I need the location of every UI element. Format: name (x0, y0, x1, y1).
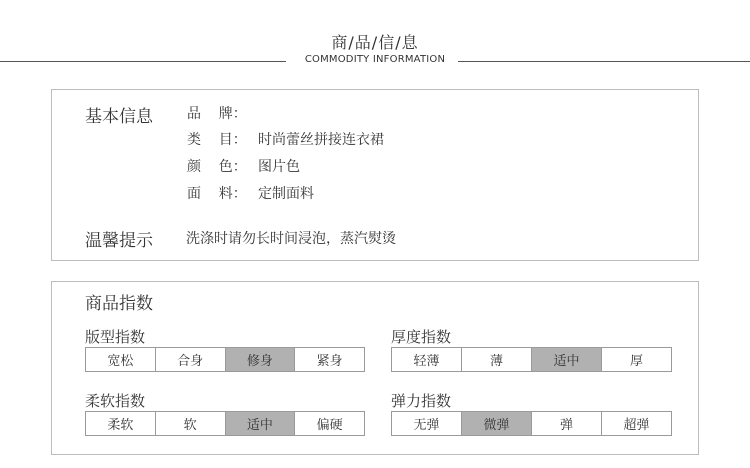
elasticity-option-stretch: 弹 (531, 412, 601, 435)
fit-option-slim: 修身 (225, 348, 295, 371)
basic-info-heading: 基本信息 (85, 107, 153, 127)
info-value-fabric: 定制面料 (258, 186, 314, 202)
elasticity-index-label: 弹力指数 (391, 392, 452, 410)
softness-option-medium: 适中 (225, 412, 295, 435)
info-value-category: 时尚蕾丝拼接连衣裙 (258, 132, 384, 148)
fit-index-scale (85, 347, 365, 372)
indices-heading: 商品指数 (85, 294, 153, 314)
softness-index-scale (85, 411, 365, 436)
thickness-option-light-thin: 轻薄 (413, 354, 440, 369)
fit-option-loose: 宽松 (107, 354, 134, 369)
elasticity-index-scale (391, 411, 672, 436)
fit-option-regular: 合身 (155, 348, 225, 371)
thickness-option-thin: 薄 (461, 348, 531, 371)
tip-heading: 温馨提示 (85, 231, 153, 251)
elasticity-option-slight: 微弹 (461, 412, 531, 435)
page-subtitle: COMMODITY INFORMATION (0, 54, 750, 65)
softness-index-label: 柔软指数 (85, 392, 146, 410)
tip-text: 洗涤时请勿长时间浸泡，蒸汽熨烫 (186, 231, 396, 247)
elasticity-option-super: 超弹 (601, 412, 671, 435)
info-label-color: 颜 色： (187, 159, 247, 175)
thickness-option-thick: 厚 (601, 348, 671, 371)
info-label-category: 类 目： (187, 132, 247, 148)
thickness-option-medium: 适中 (531, 348, 601, 371)
softness-option-firm: 偏硬 (294, 412, 364, 435)
elasticity-option-none: 无弹 (413, 418, 440, 433)
info-label-brand: 品 牌： (187, 106, 247, 122)
page-title: 商/品/信/息 (331, 33, 419, 52)
thickness-index-label: 厚度指数 (391, 328, 452, 346)
info-label-fabric: 面 料： (187, 186, 247, 202)
fit-index-label: 版型指数 (85, 328, 146, 346)
softness-option-soft: 柔软 (107, 418, 134, 433)
thickness-index-scale (391, 347, 672, 372)
info-value-color: 图片色 (258, 159, 300, 175)
fit-option-tight: 紧身 (294, 348, 364, 371)
softness-option-softish: 软 (155, 412, 225, 435)
